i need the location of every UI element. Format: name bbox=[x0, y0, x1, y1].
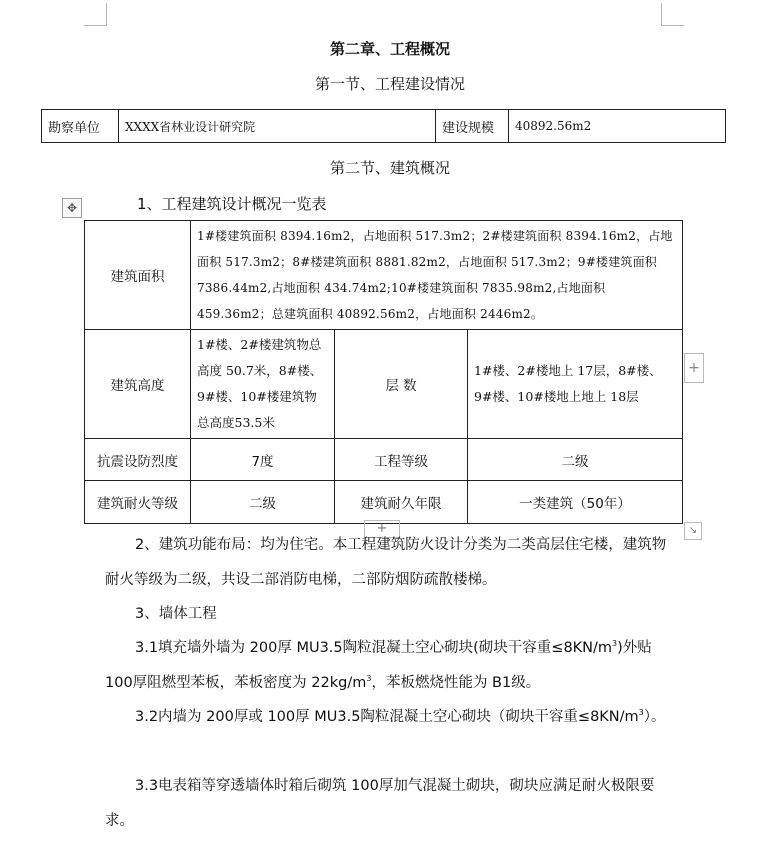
text-run: ）。 bbox=[643, 709, 666, 725]
add-row-plus-icon[interactable]: + bbox=[364, 520, 400, 538]
overview-table bbox=[84, 220, 683, 524]
survey-unit-cell[interactable]: XXXX省林业设计研究院 bbox=[119, 110, 436, 143]
text-run: 3.2内墙为 200厚或 100厚 MU3.5陶粒混凝土空心砌块（砌块干容重≤8KN/m bbox=[135, 709, 639, 725]
section-heading-1: 第一节、工程建设情况 bbox=[314, 75, 465, 93]
fire-value-cell[interactable]: 二级 bbox=[191, 481, 335, 524]
table-title: 1、工程建筑设计概况一览表 bbox=[137, 195, 327, 213]
paragraph-wall-3-3: 3.3电表箱等穿透墙体时箱后砌筑 100厚加气混凝土砌块，砌块应满足耐火极限要求。 bbox=[105, 778, 655, 829]
durability-label-cell[interactable]: 建筑耐久年限 bbox=[335, 481, 468, 524]
superscript: 3 bbox=[612, 639, 618, 649]
scale-value-cell[interactable]: 40892.56m2 bbox=[509, 110, 726, 143]
text-run: ，苯板燃烧性能为 B1级。 bbox=[371, 674, 541, 691]
margin-corner-marker bbox=[84, 3, 107, 26]
survey-table bbox=[41, 109, 726, 143]
paragraph-wall-3-2 bbox=[105, 700, 680, 735]
table-move-handle-icon[interactable]: ✥ bbox=[62, 198, 82, 218]
durability-value-cell[interactable]: 一类建筑（50年） bbox=[468, 481, 683, 524]
floors-label-cell[interactable]: 层 数 bbox=[335, 330, 468, 439]
fire-label-cell[interactable]: 建筑耐火等级 bbox=[85, 481, 191, 524]
text-run: )外贴 100厚阻燃型苯板，苯板密度为 22kg/m bbox=[105, 640, 652, 691]
paragraph-wall-3-1 bbox=[105, 631, 680, 700]
floors-text-cell[interactable]: 1#楼、2#楼地上 17层，8#楼、9#楼、10#楼地上地上 18层 bbox=[468, 330, 683, 439]
margin-corner-marker bbox=[661, 3, 684, 26]
superscript: 3 bbox=[638, 708, 644, 718]
seismic-label-cell[interactable]: 抗震设防烈度 bbox=[85, 439, 191, 481]
paragraph-layout: 2、建筑功能布局：均为住宅。本工程建筑防火设计分类为二类高层住宅楼，建筑物耐火等级为二级，共设二部消防电梯，二部防烟防疏散楼梯。 bbox=[105, 537, 667, 588]
area-text-cell[interactable]: 1#楼建筑面积 8394.16m2，占地面积 517.3m2；2#楼建筑面积 8394.16m2，占地面积 517.3m2；8#楼建筑面积 8881.82m2，占地面积 517.3m2；9#楼建筑面积 7386.44m2,占地面积 434.74m2;10#楼建筑面积 7835.98m2,占地面积 459.36m2；总建筑面积 40892.56m2，占地面积 2446m2。 bbox=[191, 221, 683, 330]
survey-label-cell[interactable]: 勘察单位 bbox=[42, 110, 119, 143]
paragraph-wall-heading: 3、墙体工程 bbox=[135, 606, 217, 622]
text-run: 3.1填充墙外墙为 200厚 MU3.5陶粒混凝土空心砌块(砌块干容重≤8KN/m bbox=[135, 640, 613, 656]
section-heading-2: 第二节、建筑概况 bbox=[329, 159, 450, 177]
grade-label-cell[interactable]: 工程等级 bbox=[335, 439, 468, 481]
superscript: 3 bbox=[366, 673, 372, 683]
height-label-cell[interactable]: 建筑高度 bbox=[85, 330, 191, 439]
area-label-cell[interactable]: 建筑面积 bbox=[85, 221, 191, 330]
chapter-heading: 第二章、工程概况 bbox=[329, 40, 450, 58]
add-column-plus-icon[interactable]: + bbox=[684, 353, 704, 383]
grade-value-cell[interactable]: 二级 bbox=[468, 439, 683, 481]
height-text-cell[interactable]: 1#楼、2#楼建筑物总高度 50.7米，8#楼、9#楼、10#楼建筑物总高度53.5米 bbox=[191, 330, 335, 439]
table-resize-icon[interactable]: ↘ bbox=[684, 522, 702, 540]
scale-label-cell[interactable]: 建设规模 bbox=[436, 110, 509, 143]
seismic-value-cell[interactable]: 7度 bbox=[191, 439, 335, 481]
